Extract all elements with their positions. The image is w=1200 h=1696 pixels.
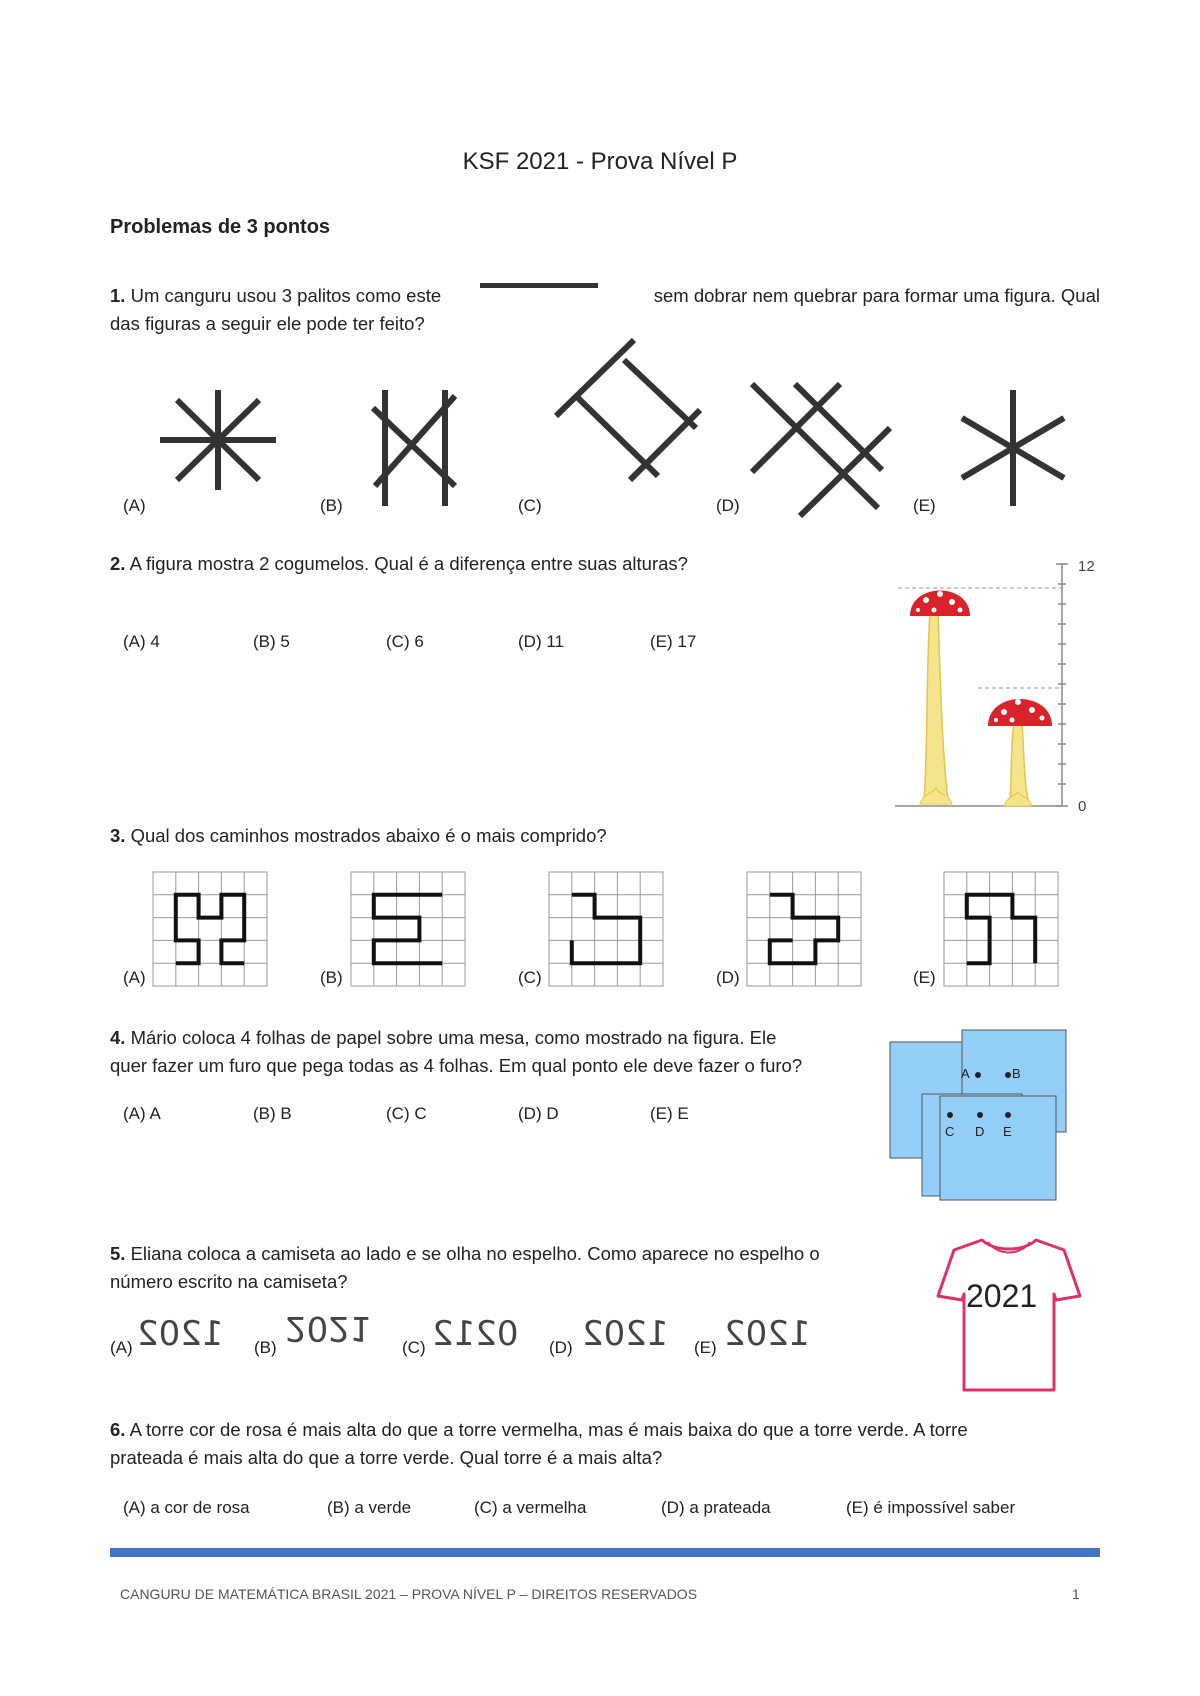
q3-text: Qual dos caminhos mostrados abaixo é o mais comprido? [130,825,607,846]
q1-text-c: das figuras a seguir ele pode ter feito? [110,313,425,334]
q2-option-b: (B) 5 [253,632,290,651]
tshirt-number: 2021 [966,1278,1038,1314]
q3-label-c: (C) [518,968,542,987]
page-title: KSF 2021 - Prova Nível P [462,148,738,175]
q1-number: 1. [110,285,126,306]
q4-option-c: (C) C [386,1104,427,1123]
point-d: D [975,1124,985,1139]
q5-label-e: (E) [694,1338,717,1357]
question-6 [110,1416,1100,1444]
q1-label-c: (C) [518,496,542,515]
q1-label-b: (B) [320,496,343,515]
q3-grid-a [153,872,267,986]
q2-option-d: (D) 11 [518,632,564,651]
q5-number: 5. [110,1243,126,1264]
stick-icon [480,283,598,289]
q4-number: 4. [110,1027,126,1048]
q6-option-e: (E) é impossível saber [846,1498,1016,1517]
q5-label-a: (A) [110,1338,133,1357]
q2-option-a: (A) 4 [123,632,160,651]
q6-option-b: (B) a verde [327,1498,412,1517]
q3-grid-e [944,872,1058,986]
question-4 [110,1024,874,1052]
question-3 [110,822,1100,850]
page-number: 1 [1072,1586,1080,1602]
q1-text-a: Um canguru usou 3 palitos como este [130,285,442,306]
q3-label-e: (E) [913,968,936,987]
q3-label-d: (D) [716,968,740,987]
q1-label-d: (D) [716,496,740,515]
q4-text-b: quer fazer um furo que pega todas as 4 folhas. Em qual ponto ele deve fazer o furo? [110,1055,803,1076]
q5-text-a: Eliana coloca a camiseta ao lado e se olha no espelho. Como aparece no espelho o [130,1243,820,1264]
q4-option-e: (E) E [650,1104,689,1123]
q1-figure-e [962,390,1064,506]
q5-choice-d-text: 1202 [582,1314,669,1354]
question-5 [110,1240,910,1268]
q6-option-a: (A) a cor de rosa [123,1498,250,1517]
q5-choice-c [432,1314,519,1354]
point-c: C [945,1124,955,1139]
q5-choice-a-text: 1202 [137,1314,224,1354]
q5-choice-d [582,1314,669,1354]
point-a: A [961,1066,970,1081]
footer-text: CANGURU DE MATEMÁTICA BRASIL 2021 – PROVA NÍVEL P – DIREITOS RESERVADOS [120,1586,698,1602]
point-e: E [1003,1124,1012,1139]
q1-label-a: (A) [123,496,146,515]
q3-label-a: (A) [123,968,146,987]
scale-label-bottom: 0 [1078,798,1087,815]
q4-text-a: Mário coloca 4 folhas de papel sobre uma mesa, como mostrado na figura. Ele [130,1027,777,1048]
mushrooms-figure [890,552,1170,812]
q5-label-d: (D) [549,1338,573,1357]
q2-option-e: (E) 17 [650,632,697,651]
q4-option-a: (A) A [123,1104,161,1123]
q3-grid-d [747,872,861,986]
q6-number: 6. [110,1419,126,1440]
q5-label-b: (B) [254,1338,277,1357]
q3-number: 3. [110,825,126,846]
q1-figure-d [752,384,890,516]
q5-choice-a [137,1314,224,1354]
q1-label-e: (E) [913,496,936,515]
q5-choice-e-text: 1202 [724,1314,811,1354]
section-heading: Problemas de 3 pontos [110,216,331,238]
q1-text-b: sem dobrar nem quebrar para formar uma figura. Qual [653,285,1100,306]
q2-text: A figura mostra 2 cogumelos. Qual é a diferença entre suas alturas? [129,553,688,574]
paper-sheets-figure [890,1022,1070,1202]
q5-choice-c-text: 0212 [432,1314,519,1354]
q3-grid-c [549,872,663,986]
q5-choice-b [285,1308,372,1348]
q4-option-d: (D) D [518,1104,559,1123]
scale-label-top: 12 [1078,558,1095,575]
q3-grids [110,872,1110,992]
q6-text-b: prateada é mais alta do que a torre verde. Qual torre é a mais alta? [110,1447,663,1468]
footer-rule [110,1548,1100,1557]
q4-option-b: (B) B [253,1104,292,1123]
q3-label-b: (B) [320,968,343,987]
q6-option-c: (C) a vermelha [474,1498,587,1517]
q6-text-a: A torre cor de rosa é mais alta do que a torre vermelha, mas é mais baixa do que a torre verde. A torre [129,1419,968,1440]
q2-option-c: (C) 6 [386,632,424,651]
q2-number: 2. [110,553,126,574]
q1-figure-a [160,390,276,490]
q5-label-c: (C) [402,1338,426,1357]
q5-choice-e [724,1314,811,1354]
q5-choice-b-text: 2021 [285,1308,372,1348]
q1-figure-b [373,390,455,506]
q1-figure-c [556,340,700,480]
q5-text-b: número escrito na camiseta? [110,1271,348,1292]
point-b: B [1012,1066,1021,1081]
q6-option-d: (D) a prateada [661,1498,771,1517]
q3-grid-b [351,872,465,986]
q1-figures [110,368,1110,508]
